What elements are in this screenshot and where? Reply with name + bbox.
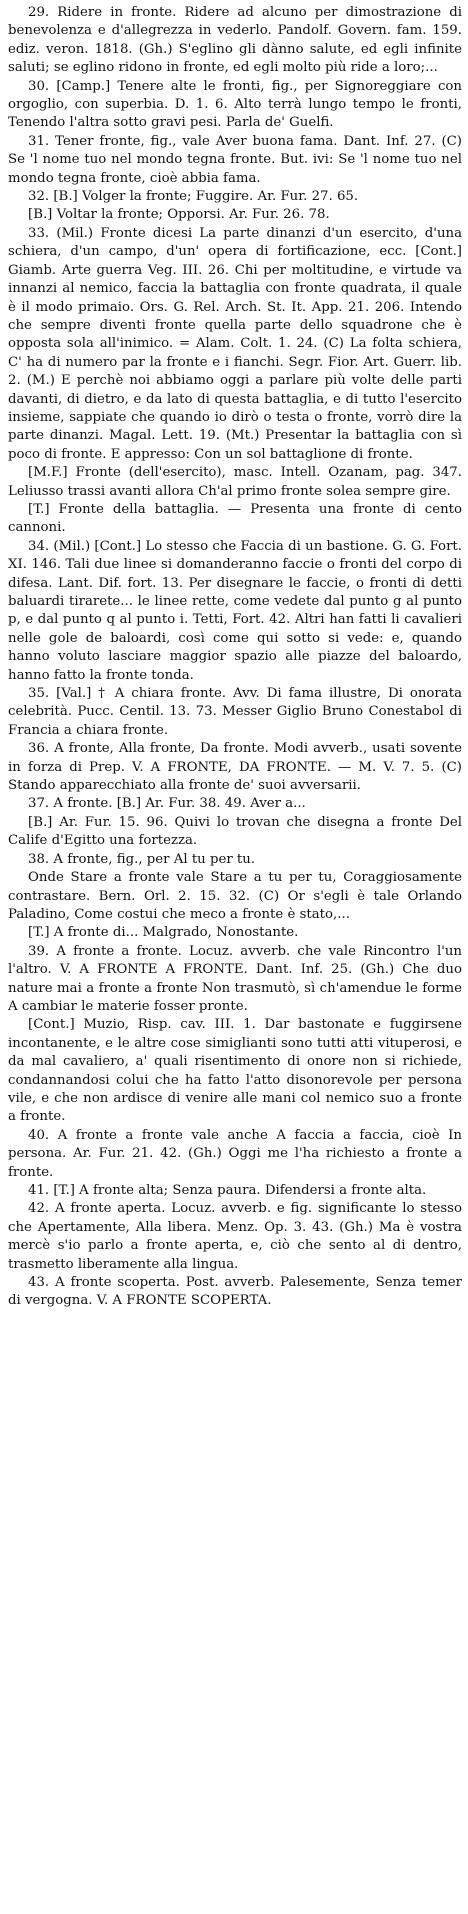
entry-39-sub: [Cont.] Muzio, Risp. cav. III. 1. Dar bastonate e fuggirsene incontanente, e le altre cose simiglianti sono tutti atti vituperosi, e da mal cavaliero, a' quali risentimento di onore non si richiede, condannandosi colui che ha fatto l'atto disonorevole per persona vile, e che non ardisce di venire alle mani col nemico suo a fronte a fronte. [8, 1017, 462, 1125]
entry-37-sub: [B.] Ar. Fur. 15. 96. Quivi lo trovan che disegna a fronte Del Calife d'Egitto una fortezza. [8, 814, 462, 849]
entry-29: 29. Ridere in fronte. Ridere ad alcuno per dimostrazione di benevolenza e d'allegrezza in vederlo. Pandolf. Govern. fam. 159. ediz. veron. 1818. (Gh.) S'eglino gli dànno salute, ed egli infinite saluti; se eglino ridono in fronte, ed egli molto più ride a loro;... [8, 5, 462, 76]
entry-38-sub-t: [T.] A fronte di... Malgrado, Nonostante. [28, 925, 299, 941]
entry-31: 31. Tener fronte, fig., vale Aver buona fama. Dant. Inf. 27. (C) Se 'l nome tuo nel mondo tegna fronte. But. ivi: Se 'l nome tuo nel mondo tegna fronte, cioè abbia fama. [8, 133, 462, 186]
entry-34: 34. (Mil.) [Cont.] Lo stesso che Faccia di un bastione. G. G. Fort. XI. 146. Tali due linee si domanderanno faccie o fronti del corpo di difesa. Lant. Dif. fort. 13. Per disegnare le faccie, o fronti di detti baluardi tirarete... le linee rette, come vedete dal punto g al punto p, e dal punto q al punto i. Tetti, Fort. 42. Altri han fatti li cavalieri nelle gole de baloardi, così come qui sotto si vede: e, quando hanno voluto lasciare maggior spazio alle piazze del baloardo, hanno fatto la fronte tonda. [8, 538, 462, 683]
entry-33-sub-t: [T.] Fronte della battaglia. — Presenta una fronte di cento cannoni. [8, 501, 462, 536]
entry-32: 32. [B.] Volger la fronte; Fuggire. Ar. Fur. 27. 65. [28, 189, 359, 205]
entry-38: 38. A fronte, fig., per Al tu per tu. [28, 851, 256, 867]
entry-41: 41. [T.] A fronte alta; Senza paura. Difendersi a fronte alta. [28, 1183, 427, 1198]
entry-43: 43. A fronte scoperta. Post. avverb. Palesemente, Senza temer di vergogna. V. A FRONTE SCOPERTA. [8, 1275, 462, 1309]
entry-32-sub: [B.] Voltar la fronte; Opporsi. Ar. Fur. 26. 78. [28, 207, 330, 223]
entry-36: 36. A fronte, Alla fronte, Da fronte. Modi avverb., usati sovente in forza di Prep. V. A FRONTE, DA FRONTE. — M. V. 7. 5. (C) Stando apparecchiato alla fronte de' suoi avversarii. [8, 741, 462, 794]
entry-37: 37. A fronte. [B.] Ar. Fur. 38. 49. Aver a... [28, 796, 306, 812]
entry-35: 35. [Val.] † A chiara fronte. Avv. Di fama illustre, Di onorata celebrità. Pucc. Centil. 13. 73. Messer Giglio Bruno Conestabol di Francia a chiara fronte. [8, 686, 462, 738]
entry-38-sub: Onde Stare a fronte vale Stare a tu per tu, Coraggiosamente contrastare. Bern. Orl. 2. 15. 32. (C) Or s'egli è tale Orlando Paladino, Come costui che meco a fronte è stato,... [8, 870, 462, 922]
entry-42: 42. A fronte aperta. Locuz. avverb. e fig. significante lo stesso che Apertamente, Alla libera. Menz. Op. 3. 43. (Gh.) Ma è vostra mercè s'io parlo a fronte aperta, e, ciò che sento al di dentro, trasmetto liberamente alla lingua. [8, 1201, 462, 1272]
entry-40: 40. A fronte a fronte vale anche A faccia a faccia, cioè In persona. Ar. Fur. 21. 42. (Gh.) Oggi me l'ha richiesto a fronte a fronte. [8, 1127, 462, 1180]
entry-33-sub-mf: [M.F.] Fronte (dell'esercito), masc. Intell. Ozanam, pag. 347. Leliusso trassi avanti allora Ch'al primo fronte solea sempre gire. [8, 465, 462, 499]
entry-39: 39. A fronte a fronte. Locuz. avverb. che vale Rincontro l'un l'altro. V. A FRONTE A FRONTE. Dant. Inf. 25. (Gh.) Che duo nature mai a fronte a fronte Non trasmutò, sì ch'amendue le forme A cambiar le materie fosser pronte. [8, 943, 462, 1014]
entry-30: 30. [Camp.] Tenere alte le fronti, fig., per Signoreggiare con orgoglio, con superbia. D. 1. 6. Alto terrà lungo tempo le fronti, Tenendo l'altra sotto gravi pesi. Parla de' Guelfi. [8, 78, 462, 131]
entry-33: 33. (Mil.) Fronte dicesi La parte dinanzi d'un esercito, d'una schiera, d'un campo, d'un' opera di fortificazione, ecc. [Cont.] Giamb. Arte guerra Veg. III. 26. Chi per moltitudine, e virtude va innanzi al nemico, faccia la battaglia con fronte quadrata, il quale è il modo primaio. Ors. G. Rel. Arch. St. It. App. 21. 206. Intendo che sempre diventi fronte quella parte dello squadrone che è opposta sola all'inimico. = Alam. Colt. 1. 24. (C) La folta schiera, C' ha di numero par la fronte e i fianchi. Segr. Fior. Art. Guerr. lib. 2. (M.) E perchè noi abbiamo oggi a parlare più volte delle parti davanti, di dietro, e da lato di questa battaglia, e di tutto l'esercito insieme, sappiate che quando io dirò o testa o fronte, vorrò dire la parte dinanzi. Magal. Lett. 19. (Mt.) Presentar la battaglia con sì poco di fronte. E appresso: Con un sol battaglione di fronte. [8, 225, 462, 462]
